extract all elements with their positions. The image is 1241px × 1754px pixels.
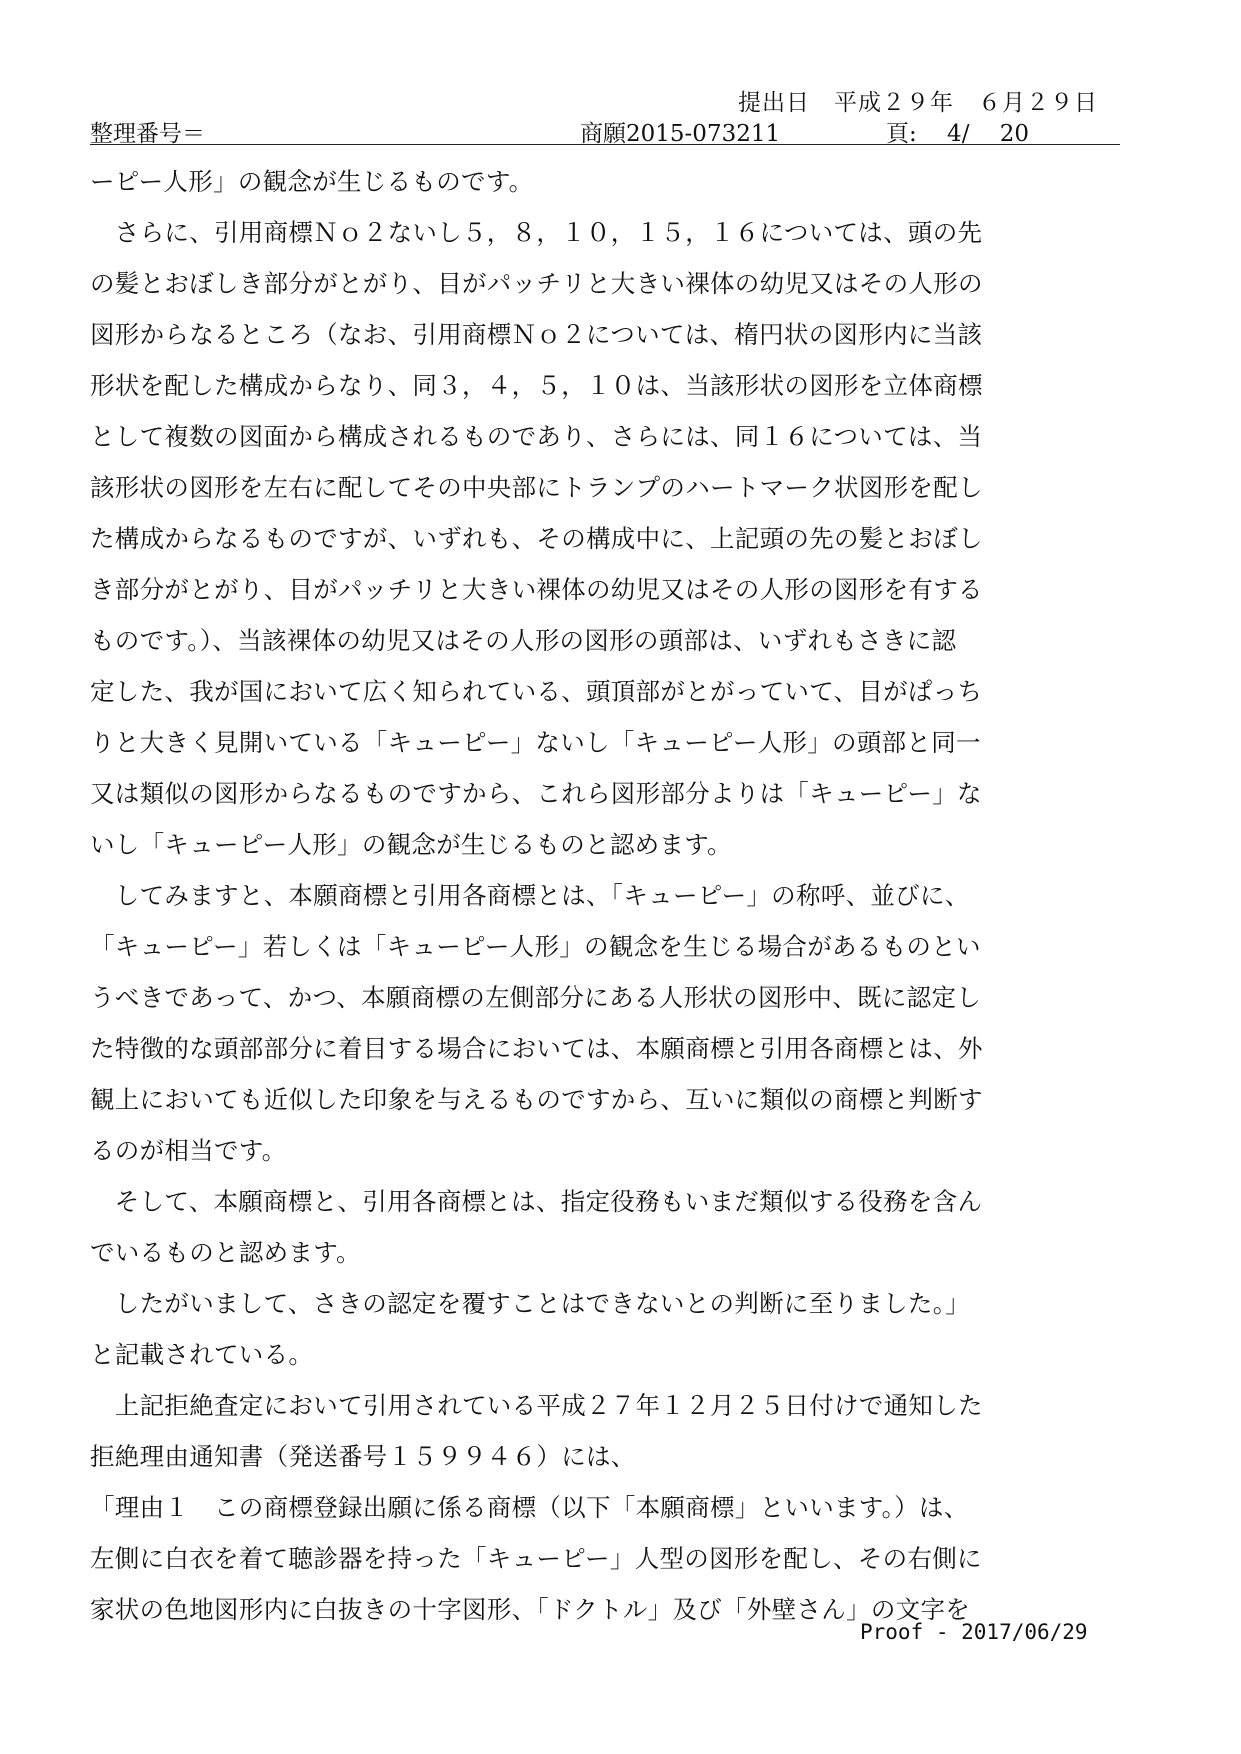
document-body — [90, 156, 1020, 1635]
body-line: そして、本願商標と、引用各商標とは、指定役務もいまだ類似する役務を含ん — [90, 1187, 983, 1216]
reference-number-label: 整理番号＝ — [90, 121, 205, 147]
body-line: してみますと、本願商標と引用各商標とは、「キューピー」の称呼、並びに、 — [90, 881, 970, 910]
body-line: りと大きく見開いている「キューピー」ないし「キューピー人形」の頭部と同一 — [90, 728, 981, 757]
proof-footer: Proof - 2017/06/29 — [860, 1620, 1088, 1644]
body-line: と記載されている。 — [90, 1340, 314, 1369]
body-line: 該形状の図形を左右に配してその中央部にトランプのハートマーク状図形を配し — [90, 473, 983, 502]
body-line: 形状を配した構成からなり、同３，４，５，１０は、当該形状の図形を立体商標 — [90, 371, 983, 400]
submission-date: 提出日 平成２９年 ６月２９日 — [738, 90, 1098, 116]
body-line: 「キューピー」若しくは「キューピー人形」の観念を生じる場合があるものとい — [90, 932, 981, 961]
body-line: 定した、我が国において広く知られている、頭頂部がとがっていて、目がぱっち — [90, 677, 983, 706]
body-line: したがいまして、さきの認定を覆すことはできないとの判断に至りました。」 — [90, 1289, 971, 1318]
body-line: 又は類似の図形からなるものですから、これら図形部分よりは「キューピー」な — [90, 779, 982, 808]
body-line: 拒絶理由通知書（発送番号１５９９４６）には、 — [90, 1442, 636, 1471]
application-number: 商願2015-073211 — [580, 121, 781, 147]
body-line: き部分がとがり、目がパッチリと大きい裸体の幼児又はその人形の図形を有する — [90, 575, 983, 604]
page-header — [90, 84, 1120, 145]
body-line: として複数の図面から構成されるものであり、さらには、同１６については、当 — [90, 422, 983, 451]
body-line: うべきであって、かつ、本願商標の左側部分にある人形状の図形中、既に認定し — [90, 983, 982, 1012]
page-indicator: 頁: 4/ 20 — [886, 121, 1030, 147]
body-line: いし「キューピー人形」の観念が生じるものと認めます。 — [90, 830, 732, 859]
body-line: 上記拒絶査定において引用されている平成２７年１２月２５日付けで通知した — [90, 1391, 983, 1420]
body-line: ものです。）、当該裸体の幼児又はその人形の図形の頭部は、いずれもさきに認 — [90, 626, 957, 655]
body-line: 家状の色地図形内に白抜きの十字図形、「ドクトル」及び「外壁さん」の文字を — [90, 1595, 971, 1624]
body-line: さらに、引用商標Ｎｏ２ないし５，８，１０，１５，１６については、頭の先 — [90, 218, 983, 247]
body-line: た構成からなるものですが、いずれも、その構成中に、上記頭の先の髪とおぼし — [90, 524, 983, 553]
body-line: 左側に白衣を着て聴診器を持った「キューピー」人型の図形を配し、その右側に — [90, 1544, 982, 1573]
body-line: 「理由１ この商標登録出願に係る商標（以下「本願商標」といいます。）は、 — [90, 1493, 969, 1522]
body-line: るのが相当です。 — [90, 1136, 287, 1165]
body-line: ーピー人形」の観念が生じるものです。 — [90, 167, 534, 196]
body-line: の髪とおぼしき部分がとがり、目がパッチリと大きい裸体の幼児又はその人形の — [90, 269, 983, 298]
body-line: 図形からなるところ（なお、引用商標Ｎｏ２については、楕円状の図形内に当該 — [90, 320, 983, 349]
body-line: 観上においても近似した印象を与えるものですから、互いに類似の商標と判断す — [90, 1085, 983, 1114]
body-line: た特徴的な頭部部分に着目する場合においては、本願商標と引用各商標とは、外 — [90, 1034, 983, 1063]
body-line: でいるものと認めます。 — [90, 1238, 361, 1267]
